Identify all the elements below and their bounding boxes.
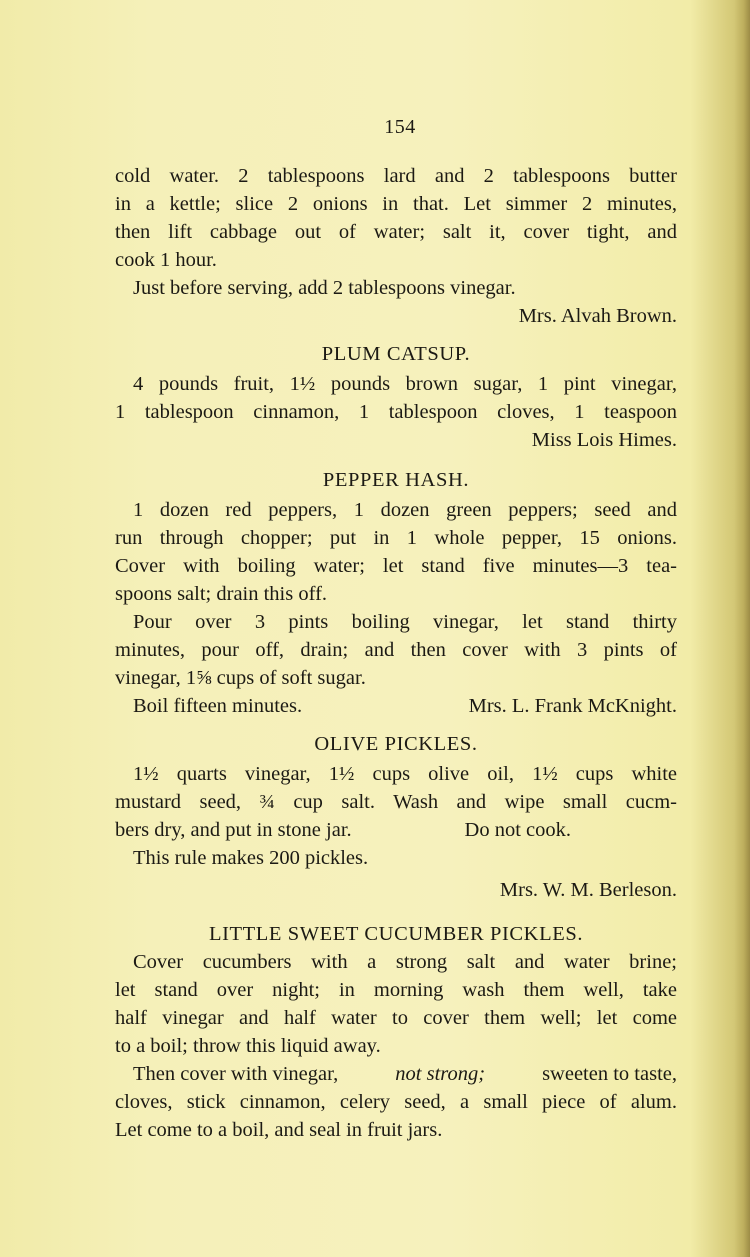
recipe-line: cook 1 hour.	[115, 249, 217, 271]
recipe-line: vinegar, 1⅝ cups of soft sugar.	[115, 667, 366, 689]
recipe-title-plum-catsup: PLUM CATSUP.	[321, 343, 471, 365]
recipe-line: 1½ quarts vinegar, 1½ cups olive oil, 1½ cups white	[133, 763, 677, 785]
recipe-title-olive-pickles: OLIVE PICKLES.	[314, 733, 478, 755]
plum-catsup-recipe	[115, 370, 677, 454]
recipe-line: 1 tablespoon cinnamon, 1 tablespoon cloves, 1 teaspoon	[115, 401, 677, 423]
recipe-title-pepper-hash: PEPPER HASH.	[322, 469, 470, 491]
recipe-line: Just before serving, add 2 tablespoons vinegar.	[133, 277, 516, 299]
page-number: 154	[384, 116, 416, 138]
recipe-line: run through chopper; put in 1 whole pepper, 15 onions.	[115, 527, 677, 549]
emphasis-text: not strong;	[395, 1063, 486, 1085]
recipe-line: bers dry, and put in stone jar.	[115, 819, 352, 841]
recipe-line: to a boil; throw this liquid away.	[115, 1035, 381, 1057]
recipe-final-line	[115, 692, 677, 720]
recipe-signature: Mrs. Alvah Brown.	[518, 305, 677, 327]
recipe-line: spoons salt; drain this off.	[115, 583, 328, 605]
recipe-line-split	[115, 816, 677, 844]
recipe-line: This rule makes 200 pickles.	[133, 847, 369, 869]
recipe-line: sweeten to taste,	[542, 1063, 677, 1085]
recipe-line: 4 pounds fruit, 1½ pounds brown sugar, 1 pint vinegar,	[133, 373, 677, 395]
recipe-line: in a kettle; slice 2 onions in that. Let simmer 2 minutes,	[115, 193, 677, 215]
recipe-line: Let come to a boil, and seal in fruit jars.	[115, 1119, 443, 1141]
recipe-line: Boil fifteen minutes.	[133, 695, 303, 717]
olive-pickles-recipe	[115, 760, 677, 904]
recipe-line: 1 dozen red peppers, 1 dozen green peppers; seed and	[133, 499, 677, 521]
recipe-line: cloves, stick cinnamon, celery seed, a small piece of alum.	[115, 1091, 677, 1113]
recipe-line: Cover with boiling water; let stand five minutes—3 tea-	[115, 555, 677, 577]
recipe-line: half vinegar and half water to cover them well; let come	[115, 1007, 677, 1029]
recipe-line: mustard seed, ¾ cup salt. Wash and wipe small cucm-	[115, 791, 677, 813]
pepper-hash-recipe	[115, 496, 677, 720]
recipe-line: cold water. 2 tablespoons lard and 2 tablespoons butter	[115, 165, 677, 187]
recipe-line: Pour over 3 pints boiling vinegar, let stand thirty	[133, 611, 677, 633]
recipe-signature: Mrs. L. Frank McKnight.	[468, 695, 677, 717]
recipe-line-with-emphasis	[115, 1060, 677, 1088]
page-edge-shadow	[734, 0, 750, 1257]
recipe-signature: Mrs. W. M. Berleson.	[499, 879, 677, 901]
recipe-line: Cover cucumbers with a strong salt and water brine;	[133, 951, 677, 973]
recipe-line: Then cover with vinegar,	[133, 1063, 339, 1085]
little-sweet-cucumber-pickles-recipe	[115, 948, 677, 1144]
recipe-line: Do not cook.	[464, 819, 571, 841]
recipe-line: let stand over night; in morning wash them well, take	[115, 979, 677, 1001]
recipe-title-little-sweet-cucumber-pickles: LITTLE SWEET CUCUMBER PICKLES.	[208, 923, 584, 945]
recipe-line: then lift cabbage out of water; salt it, cover tight, and	[115, 221, 677, 243]
recipe-line: minutes, pour off, drain; and then cover with 3 pints of	[115, 639, 677, 661]
recipe-signature: Miss Lois Himes.	[531, 429, 677, 451]
cabbage-recipe-continuation	[115, 162, 677, 330]
